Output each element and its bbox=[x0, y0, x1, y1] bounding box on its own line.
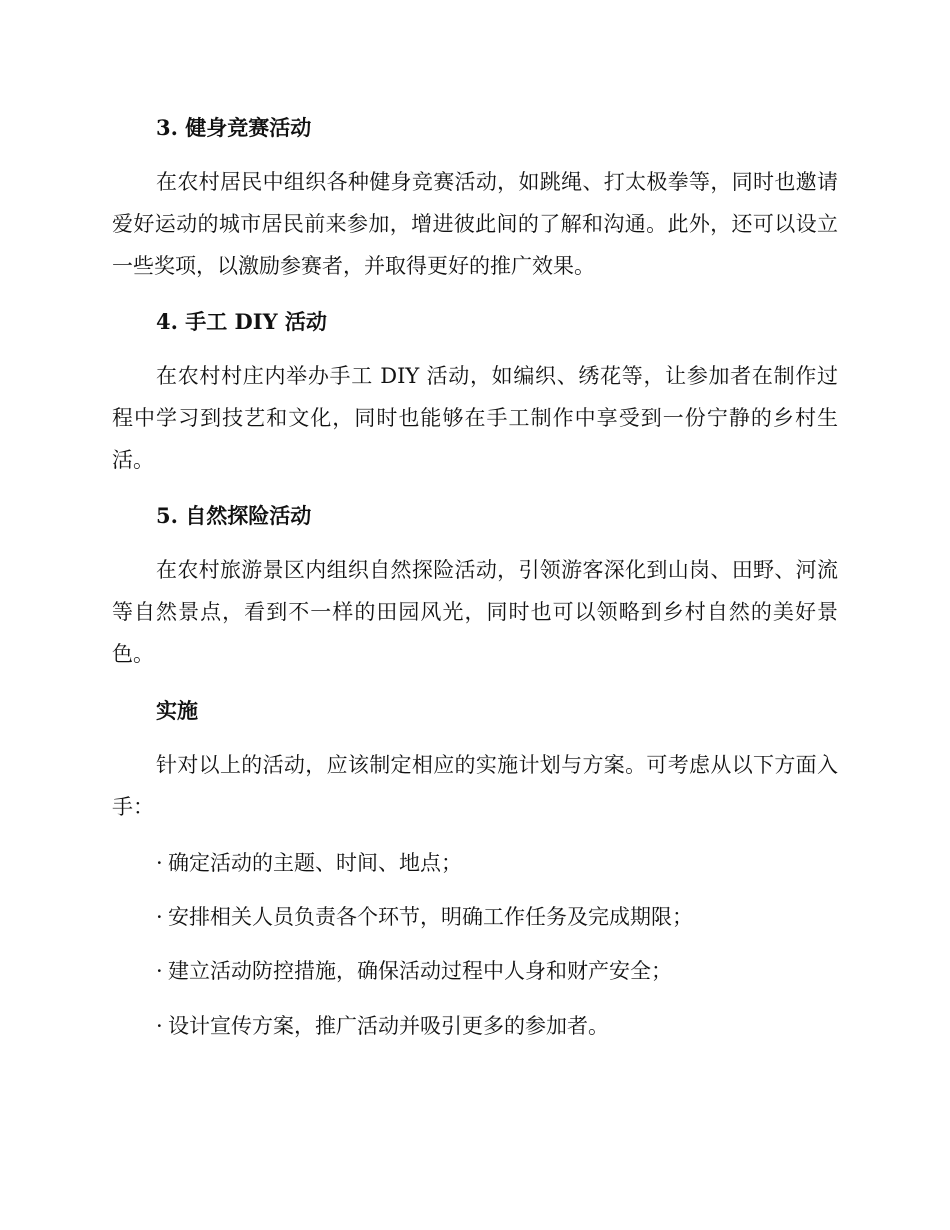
bullet-dot: · bbox=[156, 1014, 163, 1038]
section-body-fitness: 在农村居民中组织各种健身竞赛活动，如跳绳、打太极拳等，同时也邀请爱好运动的城市居民前来参加，增进彼此间的了解和沟通。此外，还可以设立一些奖项，以激励参赛者，并取得更好的推广效果。 bbox=[112, 170, 838, 278]
section-body-diy: 在农村村庄内举办手工 DIY 活动，如编织、绣花等，让参加者在制作过程中学习到技艺和文化，同时也能够在手工制作中享受到一份宁静的乡村生活。 bbox=[112, 364, 838, 472]
list-item-text: 建立活动防控措施，确保活动过程中人身和财产安全； bbox=[168, 959, 672, 983]
bullet-dot: · bbox=[156, 905, 163, 929]
section-body-implementation: 针对以上的活动，应该制定相应的实施计划与方案。可考虑从以下方面入手： bbox=[112, 753, 838, 819]
section-heading-diy: 4. 手工 DIY 活动 bbox=[156, 309, 327, 334]
list-item-text: 设计宣传方案，推广活动并吸引更多的参加者。 bbox=[168, 1014, 609, 1038]
section-heading-implementation: 实施 bbox=[156, 698, 198, 723]
list-item bbox=[156, 849, 462, 877]
section-heading-nature: 5. 自然探险活动 bbox=[156, 503, 312, 528]
list-item-text: 安排相关人员负责各个环节，明确工作任务及完成期限； bbox=[168, 905, 693, 929]
section-heading-fitness: 3. 健身竞赛活动 bbox=[156, 115, 312, 140]
list-item-text: 确定活动的主题、时间、地点； bbox=[168, 851, 462, 875]
section-body-nature: 在农村旅游景区内组织自然探险活动，引领游客深化到山岗、田野、河流等自然景点，看到不一样的田园风光，同时也可以领略到乡村自然的美好景色。 bbox=[112, 558, 838, 666]
list-item bbox=[156, 1012, 609, 1040]
list-item bbox=[156, 957, 672, 985]
bullet-dot: · bbox=[156, 959, 163, 983]
list-item bbox=[156, 903, 693, 931]
bullet-dot: · bbox=[156, 851, 163, 875]
